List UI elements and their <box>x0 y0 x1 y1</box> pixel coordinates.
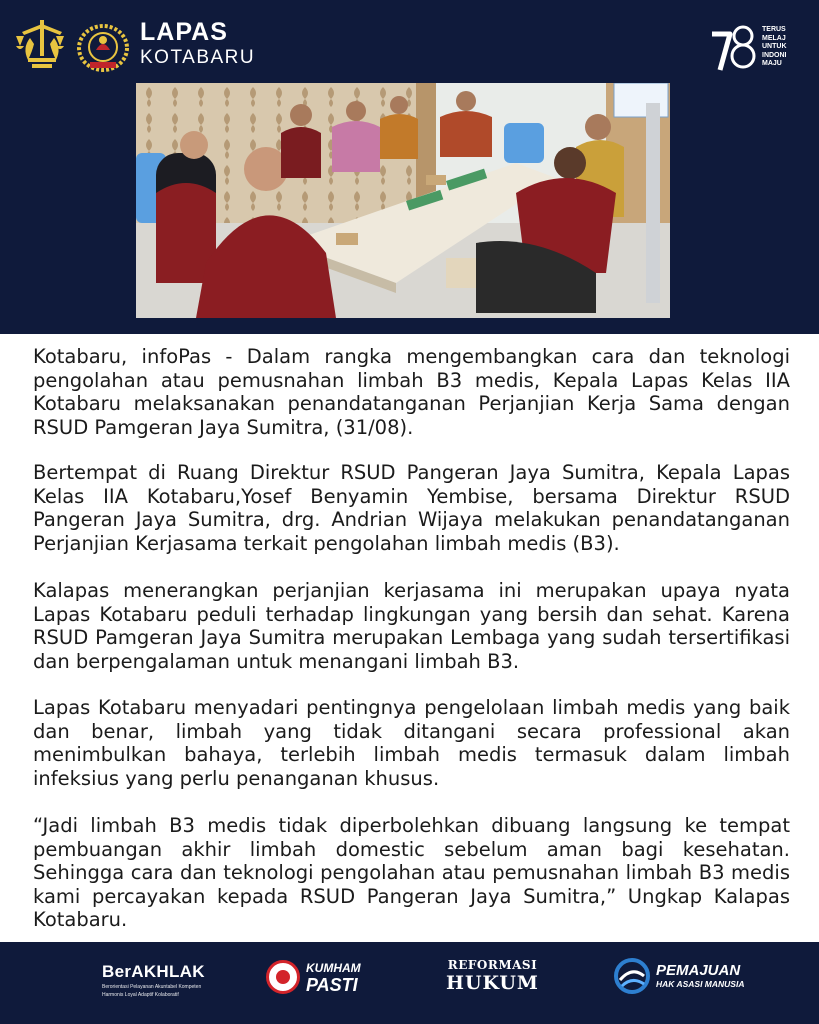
reformasi-line-2: HUKUM <box>446 972 539 994</box>
meeting-photo-illustration <box>136 83 670 318</box>
tagline-line: MAJU <box>762 60 782 67</box>
brand-line-2: KOTABARU <box>140 47 256 68</box>
article-paragraph-1: Kotabaru, infoPas - Dalam rangka mengembangkan cara dan teknologi pengolahan atau pemusnahan limbah B3 medis, Kepala Lapas Kelas IIA Kotabaru melaksanakan penandatanganan Perjanjian Kerja Sama dengan RSUD Pamgeran Jaya Sumitra, (31/08). <box>33 345 790 439</box>
berakhlak-title: BerAKHLAK <box>102 962 205 981</box>
pemasyarakatan-logo-icon <box>76 20 130 72</box>
footer-banner <box>0 942 819 1024</box>
brand-line-1: LAPAS <box>140 18 228 46</box>
kemenkumham-emblem-icon <box>16 18 68 72</box>
article-paragraph-2: Bertempat di Ruang Direktur RSUD Pangeran Jaya Sumitra, Kepala Lapas Kelas IIA Kotabaru,Yosef Benyamin Yembise, bersama Direktur RSUD Pangeran Jaya Sumitra, drg. Andrian Wijaya melakukan penandatanganan Perjanjian Kerjasama terkait pengolahan limbah medis (B3). <box>33 461 790 555</box>
article-paragraph-4: Lapas Kotabaru menyadari pentingnya pengelolaan limbah medis yang baik dan benar, limbah yang tidak ditangani secara professional akan menimbulkan bahaya, terlebih limbah medis termasuk dalam limbah infeksius yang perlu penanganan khusus. <box>33 696 790 790</box>
article-paragraph-3: Kalapas menerangkan perjanjian kerjasama ini merupakan upaya nyata Lapas Kotabaru peduli terhadap lingkungan yang bersih dan sehat. Karena RSUD Pamgeran Jaya Sumitra merupakan Lembaga yang sudah tersertifikasi dan berpengalaman untuk menangani limbah B3. <box>33 579 790 673</box>
article-body <box>0 334 819 942</box>
anniversary-78-logo-icon <box>708 20 758 76</box>
berakhlak-sub-1: Berorientasi Pelayanan Akuntabel Kompeten <box>102 984 202 990</box>
tagline-line: MELAJ <box>762 34 786 42</box>
brand-title <box>140 18 255 70</box>
kumham-badge-icon <box>266 960 300 994</box>
reformasi-line-1: REFORMASI <box>447 958 538 972</box>
kumham-line-2: PASTI <box>306 975 358 995</box>
reformasi-hukum-logo <box>446 958 539 994</box>
tagline-line: TERUS <box>762 26 786 33</box>
tagline-line: INDONI <box>762 51 787 59</box>
article-paragraph-5: “Jadi limbah B3 medis tidak diperbolehkan dibuang langsung ke tempat pembuangan akhir limbah domestic sebelum aman bagi kesehatan. Sehingga cara dan teknologi pengolahan atau pemusnahan limbah B3 medis kami percayakan kepada RSUD Pangeran Jaya Sumitra,” Ungkap Kalapas Kotabaru. <box>33 814 790 931</box>
pemajuan-line-2: HAK ASASI MANUSIA <box>656 979 745 989</box>
berakhlak-logo <box>102 962 205 998</box>
kumham-line-1: KUMHAM <box>306 961 361 975</box>
header-banner <box>0 0 819 334</box>
tagline-line: UNTUK <box>762 43 787 50</box>
anniversary-tagline <box>762 26 787 69</box>
pemajuan-swirl-icon <box>614 958 650 994</box>
pemajuan-line-1: PEMAJUAN <box>656 962 741 979</box>
berakhlak-sub-2: Harmonis Loyal Adaptif Kolaboratif <box>102 992 179 998</box>
meeting-photo <box>136 83 670 318</box>
